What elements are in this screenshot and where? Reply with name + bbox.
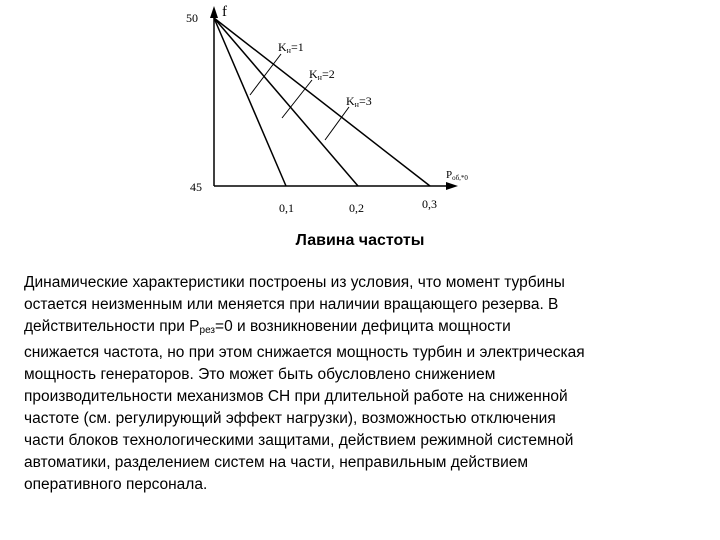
y-tick-label: 50 xyxy=(186,11,198,25)
series-label-kn-3: Kн=3 xyxy=(346,94,372,109)
frequency-avalanche-chart xyxy=(0,0,720,230)
series-label-kn-1: Kн=1 xyxy=(278,40,304,55)
paragraph-line: части блоков технологическими защитами, действием режимной системной xyxy=(24,432,574,449)
paragraph-line: производительности механизмов СН при длительной работе на сниженной xyxy=(24,388,568,405)
x-axis-label-sub: об,*0 xyxy=(452,174,468,182)
paragraph-line: снижается частота, но при этом снижается мощность турбин и электрическая xyxy=(24,344,585,361)
series-line-kn-1 xyxy=(214,18,286,186)
y-tick-label: 45 xyxy=(190,180,202,194)
paragraph-line: Динамические характеристики построены из условия, что момент турбины xyxy=(24,274,565,291)
x-tick-label: 0,1 xyxy=(279,201,294,215)
y-axis-arrow xyxy=(210,6,218,18)
p-rez-subscript: рез xyxy=(199,325,216,336)
series-leader-kn-3 xyxy=(325,107,349,140)
paragraph-line: остается неизменным или меняется при наличии вращающего резерва. В xyxy=(24,296,559,313)
x-tick-label: 0,3 xyxy=(422,197,437,211)
paragraph-line: оперативного персонала. xyxy=(24,476,208,493)
paragraph-line: частоте (см. регулирующий эффект нагрузки), возможностью отключения xyxy=(24,410,556,427)
y-axis-label: f xyxy=(222,4,227,20)
paragraph-line: автоматики, разделением систем на части, неправильным действием xyxy=(24,454,529,471)
paragraph-line: действительности при $P_{рез}=0$ и возникновении дефицита мощности xyxy=(24,318,511,336)
section-heading: Лавина частоты xyxy=(295,232,425,249)
paragraph-line: мощность генераторов. Это может быть обусловлено снижением xyxy=(24,366,496,383)
x-axis-arrow xyxy=(446,182,458,190)
series-leader-kn-2 xyxy=(282,80,312,118)
series-label-kn-2: Kн=2 xyxy=(309,67,335,82)
series-line-kn-3 xyxy=(214,18,430,186)
x-axis-label: Pоб,*0 xyxy=(446,169,468,182)
x-tick-label: 0,2 xyxy=(349,201,364,215)
body-paragraph xyxy=(24,272,692,496)
series-leader-kn-1 xyxy=(250,54,281,95)
